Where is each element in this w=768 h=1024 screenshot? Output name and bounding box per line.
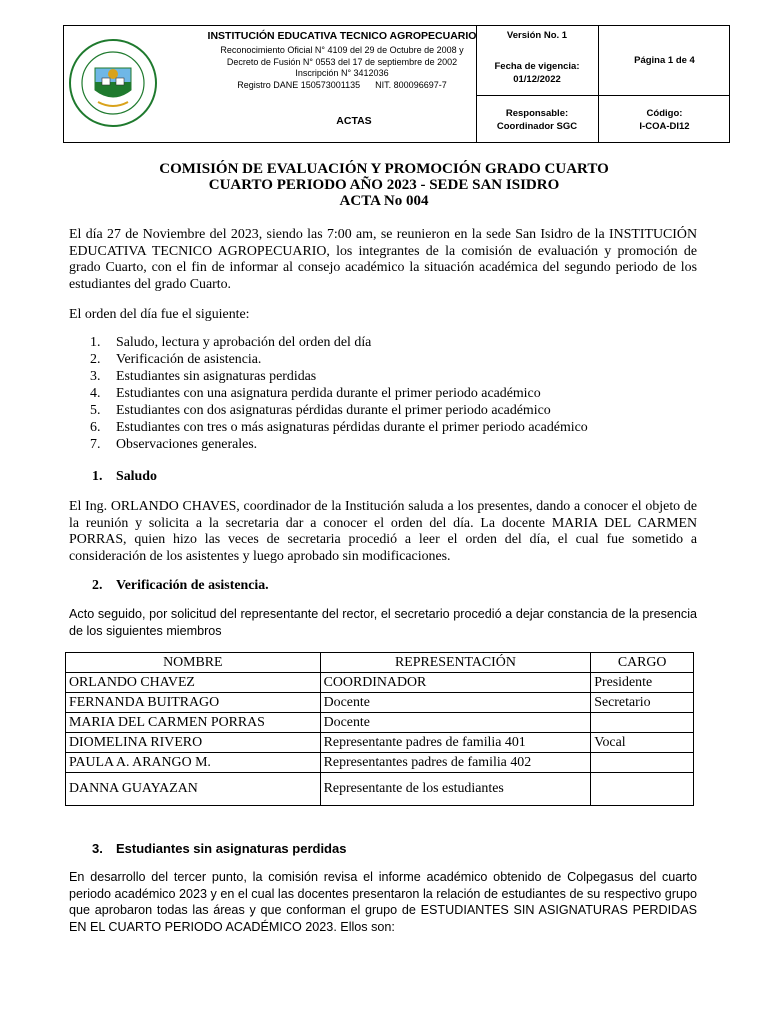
title-line: CUARTO PERIODO AÑO 2023 - SEDE SAN ISIDRO <box>208 177 560 193</box>
institution-name: INSTITUCIÓN EDUCATIVA TECNICO AGROPECUARIO <box>207 30 477 42</box>
agenda-item: 5. Estudiantes con dos asignaturas pérdidas durante el primer periodo académico <box>90 403 551 418</box>
school-crest-logo <box>68 38 158 128</box>
name-cell: DANNA GUAYAZAN <box>66 773 321 806</box>
name-cell: MARIA DEL CARMEN PORRAS <box>66 713 321 733</box>
order-intro: El orden del día fue el siguiente: <box>69 307 250 322</box>
document-header <box>63 25 730 143</box>
column-header: REPRESENTACIÓN <box>320 653 591 673</box>
column-header: NOMBRE <box>66 653 321 673</box>
agenda-item: 3. Estudiantes sin asignaturas perdidas <box>90 369 317 384</box>
name-cell: DIOMELINA RIVERO <box>66 733 321 753</box>
section-3-paragraph: En desarrollo del tercer punto, la comisión revisa el informe académico obtenido de Colpegasus del cuarto periodo académico 2023 y en el cual las docentes presentaron la relación de estudiantes de su respectivo grupo que aprobaron todas las áreas y que conforman el grupo de ESTUDIANTES SIN ASIGNATURAS PERDIDAS EN EL CUARTO PERIODO ACADÉMICO 2023. Ellos son: <box>69 870 697 934</box>
section-heading: 3. Estudiantes sin asignaturas perdidas <box>92 841 347 856</box>
attendance-table <box>65 652 694 806</box>
agenda-item: 2. Verificación de asistencia. <box>90 352 262 367</box>
role-cell <box>591 773 694 806</box>
name-cell: FERNANDA BUITRAGO <box>66 693 321 713</box>
doc-type: ACTAS <box>336 115 372 127</box>
responsible: Coordinador SGC <box>496 121 578 132</box>
table-header-row <box>66 653 694 673</box>
code-label: Código: <box>646 108 683 119</box>
institution-details <box>194 45 490 91</box>
section-heading: 1. Saludo <box>92 469 157 484</box>
table-row <box>66 673 694 693</box>
name-cell: ORLANDO CHAVEZ <box>66 673 321 693</box>
role-cell <box>591 713 694 733</box>
title-line: ACTA No 004 <box>339 193 429 209</box>
agenda-item: 4. Estudiantes con una asignatura perdida durante el primer periodo académico <box>90 386 541 401</box>
code: I-COA-DI12 <box>639 121 690 132</box>
agenda-list <box>90 334 588 453</box>
representation-cell: Docente <box>320 713 591 733</box>
version: Versión No. 1 <box>506 30 568 41</box>
representation-cell: Representante de los estudiantes <box>320 773 591 806</box>
table-row <box>66 713 694 733</box>
agenda-item: 1. Saludo, lectura y aprobación del orden del día <box>90 335 372 350</box>
validity-date: 01/12/2022 <box>513 74 561 85</box>
representation-cell: Representante padres de familia 401 <box>320 733 591 753</box>
table-row <box>66 693 694 713</box>
section-2-paragraph: Acto seguido, por solicitud del representante del rector, el secretario procedió a dejar constancia de la presencia de los siguientes miembros <box>69 607 697 638</box>
responsible-label: Responsable: <box>505 108 569 119</box>
role-cell: Secretario <box>591 693 694 713</box>
section-1-paragraph: El Ing. ORLANDO CHAVES, coordinador de la Institución saluda a los presentes, dando a conocer el objeto de la reunión y solicita a la secretaria dar a conocer el orden del día. La docente MARIA DEL CARMEN PORRAS, quien hizo las veces de secretaria procedió a leer el orden del día, el cual fue sometido a consideración de los asistentes y luego aprobado sin modificaciones. <box>69 499 697 564</box>
table-row <box>66 753 694 773</box>
table-row <box>66 773 694 806</box>
role-cell: Vocal <box>591 733 694 753</box>
role-cell: Presidente <box>591 673 694 693</box>
validity-label: Fecha de vigencia: <box>494 61 580 72</box>
header-divider <box>476 95 729 96</box>
name-cell: PAULA A. ARANGO M. <box>66 753 321 773</box>
detail-line: Reconocimiento Oficial N° 4109 del 29 de Octubre de 2008 y <box>220 45 464 55</box>
representation-cell: Representantes padres de familia 402 <box>320 753 591 773</box>
page-number: Página 1 de 4 <box>634 55 695 66</box>
role-cell <box>591 753 694 773</box>
column-header: CARGO <box>591 653 694 673</box>
detail-line: Registro DANE 150573001135 NIT. 800096697-7 <box>237 79 447 90</box>
title-line: COMISIÓN DE EVALUACIÓN Y PROMOCIÓN GRADO CUARTO <box>159 161 609 177</box>
representation-cell: Docente <box>320 693 591 713</box>
representation-cell: COORDINADOR <box>320 673 591 693</box>
agenda-item: 6. Estudiantes con tres o más asignaturas pérdidas durante el primer periodo académico <box>90 420 588 435</box>
detail-line: Inscripción N° 3412036 <box>295 68 389 78</box>
table-row <box>66 733 694 753</box>
detail-line: Decreto de Fusión N° 0553 del 17 de septiembre de 2002 <box>226 56 458 67</box>
intro-paragraph: El día 27 de Noviembre del 2023, siendo las 7:00 am, se reunieron en la sede San Isidro de la INSTITUCIÓN EDUCATIVA TECNICO AGROPECUARIO, los integrantes de la comisión de evaluación y promoción de grado Cuarto, con el fin de informar al consejo académico la situación académica del segundo periodo de los estudiantes del grado Cuarto. <box>69 227 697 292</box>
agenda-item: 7. Observaciones generales. <box>90 437 258 452</box>
section-heading: 2. Verificación de asistencia. <box>92 578 269 593</box>
